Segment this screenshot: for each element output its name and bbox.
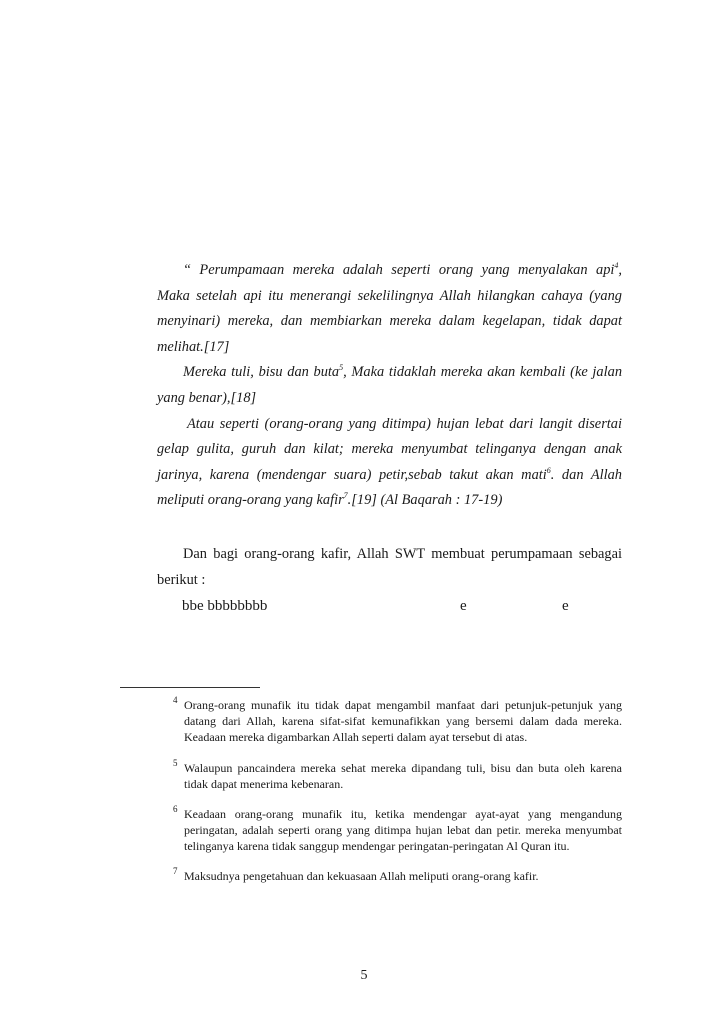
footnote-5 xyxy=(157,760,622,792)
quote-line-5 xyxy=(157,360,622,386)
footnote-ref-7: 7 xyxy=(343,491,348,501)
quote-line-1-text: “ Perumpamaan mereka adalah seperti orang yang menyalakan api xyxy=(183,262,615,278)
quote-line-1 xyxy=(157,258,622,284)
footnote-number: 6 xyxy=(173,804,178,814)
footnote-number: 7 xyxy=(173,866,178,876)
footnote-7 xyxy=(157,868,622,884)
footnote-text: Walaupun pancaindera mereka sehat mereka dipandang tuli, bisu dan buta oleh karena tidak dapat menerima kebenaran. xyxy=(184,761,622,791)
body-line-2: berikut : xyxy=(157,571,206,588)
footnote-number: 5 xyxy=(173,758,178,768)
footnote-text: Maksudnya pengetahuan dan kekuasaan Allah meliputi orang-orang kafir. xyxy=(184,869,539,883)
body-line-1: Dan bagi orang-orang kafir, Allah SWT membuat perumpamaan sebagai xyxy=(183,546,622,562)
quote-line-9-end: . dan Allah xyxy=(550,466,622,483)
arabic-part-1: bbe bbbbbbbb xyxy=(182,598,268,614)
footnote-text: Keadaan orang-orang munafik itu, ketika mendengar ayat-ayat yang mengandung peringatan, adalah seperti orang yang ditimpa hujan lebat dan petir. mereka menyumbat telinganya karena tidak sanggup mendengar peringatan-peringatan Al Quran itu. xyxy=(184,807,622,853)
body-paragraph xyxy=(157,542,622,593)
quote-line-7: Atau seperti (orang-orang yang ditimpa) hujan lebat dari langit disertai xyxy=(187,415,622,432)
footnote-text: Orang-orang munafik itu tidak dapat mengambil manfaat dari petunjuk-petunjuk yang datang dari Allah, karena sifat-sifat kemunafikkan yang bersemi dalam dada mereka. Keadaan mereka digambarkan Allah seperti dalam ayat tersebut di atas. xyxy=(184,698,622,744)
footnote-ref-4: 4 xyxy=(614,261,619,271)
footnote-6 xyxy=(157,806,622,854)
arabic-part-2: e xyxy=(460,598,467,614)
quote-line-10-end: .[19] (Al Baqarah : 17-19) xyxy=(347,492,503,509)
footnote-ref-6: 6 xyxy=(546,465,551,475)
footnote-separator xyxy=(120,687,260,688)
quote-line-10-text: meliputi orang-orang yang kafir xyxy=(157,492,344,509)
quote-line-1-end: , xyxy=(618,262,622,278)
quote-line-10 xyxy=(157,488,622,514)
quote-line-9-text: jarinya, karena (mendengar suara) petir,sebab takut akan mati xyxy=(157,466,547,483)
quote-line-2: Maka setelah api itu menerangi sekelilingnya Allah hilangkan cahaya (yang xyxy=(157,287,622,304)
footnote-ref-5: 5 xyxy=(339,363,344,373)
quote-line-5-text: Mereka tuli, bisu dan buta xyxy=(183,364,340,381)
footnote-number: 4 xyxy=(173,695,178,705)
footnote-4 xyxy=(157,697,622,745)
quote-line-9 xyxy=(157,463,622,489)
quote-line-4: melihat.[17] xyxy=(157,338,230,355)
quote-line-6: yang benar),[18] xyxy=(157,389,257,406)
arabic-part-3: e xyxy=(562,598,569,614)
arabic-verse-line xyxy=(182,598,622,622)
quote-line-5-end: , Maka tidaklah mereka akan kembali (ke jalan xyxy=(343,364,623,381)
quote-paragraph xyxy=(157,258,622,514)
page-number: 5 xyxy=(360,968,368,983)
quote-line-8: gelap gulita, guruh dan kilat; mereka menyumbat telinganya dengan anak xyxy=(157,441,622,458)
quote-line-3: menyinari) mereka, dan membiarkan mereka dalam kegelapan, tidak dapat xyxy=(157,313,622,330)
